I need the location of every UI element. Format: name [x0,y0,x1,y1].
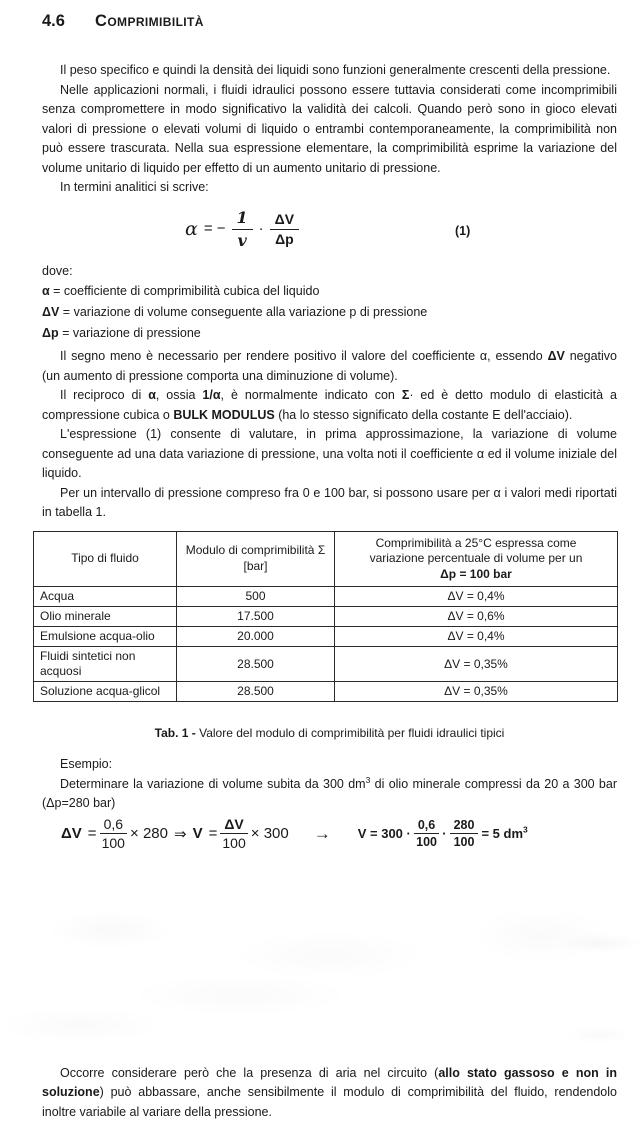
header-line: Comprimibilità a 25°C espressa come [375,535,577,550]
table-cell-modulus: 500 [177,587,335,607]
table-row [34,587,618,607]
fraction-denominator: v [237,230,247,250]
arrow-icon: → [313,823,331,843]
definition-text: = coefficiente di comprimibilità cubica del liquido [49,284,320,298]
fraction-denominator: 100 [453,835,475,849]
fraction-one-over-v [232,208,253,250]
result-value [481,826,527,841]
header-modulo-comprimibilita: Modulo di comprimibilità Σ [bar] [177,531,335,587]
fraction-denominator: 100 [101,835,125,851]
definition-term: ΔV [42,305,60,319]
table-row [34,647,618,682]
dot-operator: · [258,220,264,237]
implies-operator: ⇒ [174,825,187,843]
table-cell-modulus: 28.500 [177,682,335,702]
definition-text: = variazione di pressione [58,326,201,340]
header-line-dp-100-bar: Δp = 100 bar [440,566,512,581]
equals-minus-operator: = − [203,220,226,237]
formula-compressibility [185,208,299,250]
delta-v-symbol: ΔV [61,825,82,842]
table-row [34,627,618,647]
v-symbol: V [192,825,203,842]
table-cell-fluid: Olio minerale [34,607,177,627]
fraction-denominator: 100 [222,835,246,851]
fraction-numerator: 0,6 [414,818,439,834]
paragraph-aria-nel-circuito: Occorre considerare però che la presenza di aria nel circuito (allo stato gassoso e non in soluzione) può abbassare, anche sensibilmente il modulo di comprimibilità del fluido, rendendolo inoltre variabile al variare della pressione. [42,1065,617,1119]
fraction-numerator: ΔV [220,816,247,834]
table-cell-variation: ΔV = 0,4% [335,587,618,607]
page-content [42,12,617,1122]
table-cell-variation: ΔV = 0,6% [335,607,618,627]
table-caption [42,726,617,740]
table-cell-fluid: Emulsione acqua-olio [34,627,177,647]
paragraph-peso-specifico: Il peso specifico e quindi la densità dei liquidi sono funzioni generalmente crescenti della pressione. [60,63,611,77]
definition-term: Δp [42,326,59,340]
fraction-numerator: ΔV [270,211,299,230]
paragraph-espressione-1: L'espressione (1) consente di valutare, in prima approssimazione, la variazione di volume conseguente ad una data variazione di pressione, una volta noti il coefficiente α ed il volume iniziale del liquido. [42,427,617,480]
table-cell-fluid: Soluzione acqua-glicol [34,682,177,702]
fraction-numerator: 1 [232,208,253,230]
paragraph-segno-meno: Il segno meno è necessario per rendere positivo il valore del coefficiente α, essendo ΔV negativo (un aumento di pressione comporta una diminuzione di volume). [42,349,617,383]
example-formula-result [355,818,531,849]
section-title: Comprimibilità [95,12,204,30]
example-formula-row [42,812,617,856]
section-heading [42,12,617,34]
paragraph-reciproco-bulk-modulus: Il reciproco di α, ossia 1/α, è normalmente indicato con Σ· ed è detto modulo di elasticità a compressione cubica o BULK MODULUS (ha lo stesso significato della costante E dell'acciaio). [42,388,617,422]
equals-operator: = [208,825,218,842]
example-formula-left [58,816,292,851]
fraction-dv-over-100 [220,816,247,851]
paragraph-intervallo-pressione: Per un intervallo di pressione compreso fra 0 e 100 bar, si possono usare per α i valori medi riportati in tabella 1. [42,485,617,519]
table-cell-fluid: Acqua [34,587,177,607]
fraction-dv-over-dp [270,211,299,247]
table-cell-variation: ΔV = 0,35% [335,647,618,682]
section-number: 4.6 [42,12,65,30]
times-280: × 280 [130,825,168,842]
equation-number: (1) [455,223,471,238]
result-text: = 5 dm [481,826,523,841]
table-cell-variation: ΔV = 0,35% [335,682,618,702]
definition-text: = variazione di volume conseguente alla variazione p di pressione [59,305,428,319]
fraction-denominator: 100 [416,835,437,849]
header-line: variazione percentuale di volume per un [369,551,583,565]
fraction-06-over-100 [100,816,127,851]
table-cell-modulus: 20.000 [177,627,335,647]
fraction-numerator: 0,6 [100,816,127,834]
definition-delta-p [42,323,617,344]
where-lead: dove: [42,263,73,278]
definition-alpha [42,281,617,302]
dot-operator: · [442,826,447,841]
fraction-06-over-100 [414,818,439,849]
table-cell-variation: ΔV = 0,4% [335,627,618,647]
table-cell-modulus: 28.500 [177,647,335,682]
formula-1-row [42,204,617,262]
fraction-denominator: Δp [275,230,294,247]
fraction-numerator: 280 [450,818,479,834]
header-comprimibilita-25c [335,531,618,587]
result-lhs: V = 300 · [357,826,411,841]
table-cell-fluid: Fluidi sintetici non acquosi [34,647,177,682]
definition-term: α [42,284,50,298]
example-lead: Esempio: [60,757,113,771]
paragraph-in-termini-analitici: In termini analitici si scrive: [60,180,209,194]
fluid-compressibility-table [33,531,618,703]
table-header-row [34,531,618,587]
equals-operator: = [87,825,97,842]
fraction-280-over-100 [450,818,479,849]
definition-delta-v [42,302,617,323]
caption-label: Tab. 1 - [154,726,196,740]
times-300: × 300 [250,825,289,842]
alpha-symbol: α [185,217,198,240]
caption-text: Valore del modulo di comprimibilità per fluidi idraulici tipici [195,726,505,740]
paragraph-applicazioni-normali: Nelle applicazioni normali, i fluidi idraulici possono essere tuttavia considerati come incomprimibili senza compromettere in modo significativo la validità dei calcoli. Quando però sono in gioco elevati valori di pressione o elevati volumi di liquido o entrambi contemporaneamente, la comprimibilità non può essere trascurata. Nella sua espressione elementare, la comprimibilità esprime la variazione del volume unitario di liquido per effetto di un aumento unitario di pressione. [42,82,617,175]
table-cell-modulus: 17.500 [177,607,335,627]
header-tipo-di-fluido: Tipo di fluido [34,531,177,587]
table-row [34,607,618,627]
example-statement: Determinare la variazione di volume subita da 300 $dm^3$ di olio minerale compressi da 20 a 300 bar (Δp=280 bar) [42,774,617,810]
result-superscript: 3 [523,824,528,835]
table-row [34,682,618,702]
